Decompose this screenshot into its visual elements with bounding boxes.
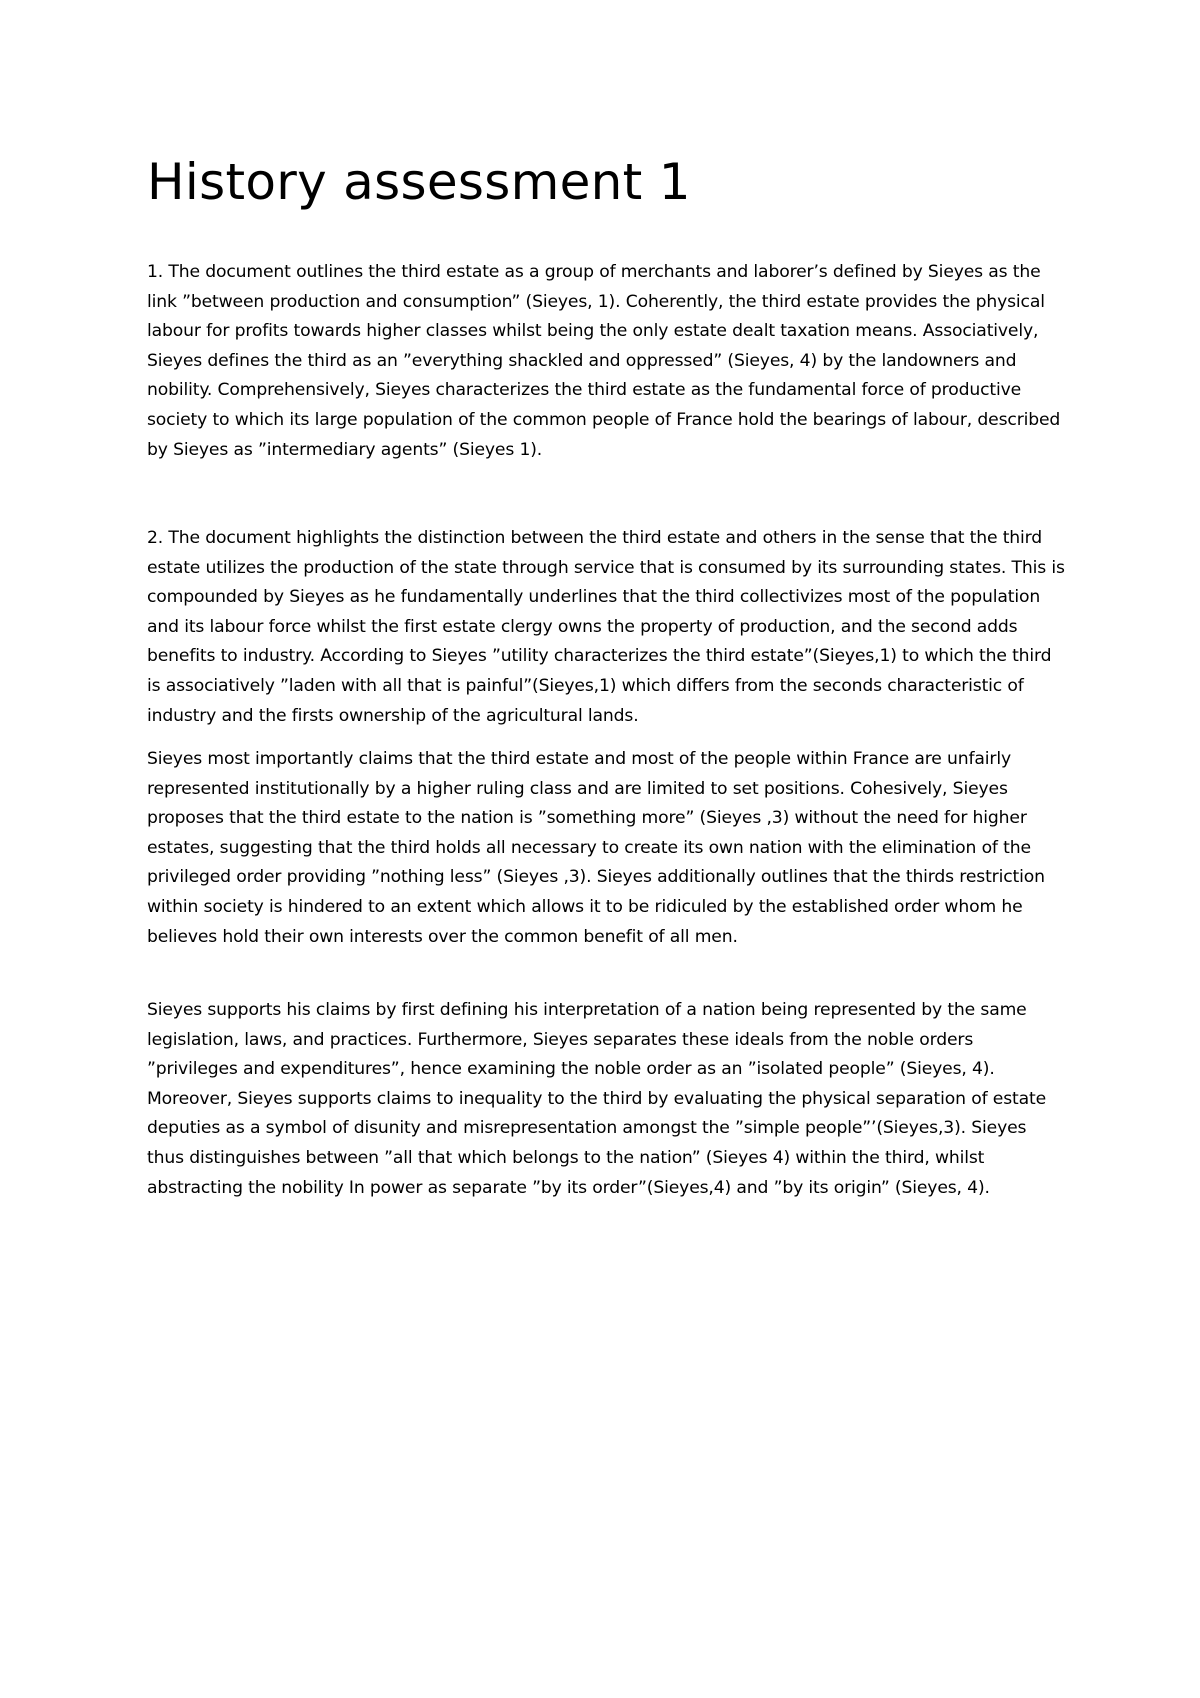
document-title: History assessment 1 — [147, 153, 691, 211]
paragraph-claims: Sieyes most importantly claims that the third estate and most of the people within France are unfairly represented institutionally by a higher ruling class and are limited to set positions. Cohesively, Sieyes proposes that the third estate to the nation is ”something more” (Sieyes ,3) without the need for higher estates, suggesting that the third holds all necessary to create its own nation with the elimination of the privileged order providing ”nothing less” (Sieyes ,3). Sieyes additionally outlines that the thirds restriction within society is hindered to an extent which allows it to be ridiculed by the established order whom he believes hold their own interests over the common benefit of all men. — [147, 749, 1045, 947]
paragraph-answer-1: 1. The document outlines the third estate as a group of merchants and laborer’s defined by Sieyes as the link ”between production and consumption” (Sieyes, 1). Coherently, the third estate provides the physical labour for profits towards higher classes whilst being the only estate dealt taxation means. Associatively, Sieyes defines the third as an ”everything shackled and oppressed” (Sieyes, 4) by the landowners and nobility. Comprehensively, Sieyes characterizes the third estate as the fundamental force of productive society to which its large population of the common people of France hold the bearings of labour, described by Sieyes as ”intermediary agents” (Sieyes 1). — [147, 262, 1061, 460]
paragraph-support: Sieyes supports his claims by first defining his interpretation of a nation being represented by the same legislation, laws, and practices. Furthermore, Sieyes separates these ideals from the noble orders ”privileges and expenditures”, hence examining the noble order as an ”isolated people” (Sieyes, 4). Moreover, Sieyes supports claims to inequality to the third by evaluating the physical separation of estate deputies as a symbol of disunity and misrepresentation amongst the ”simple people”’(Sieyes,3). Sieyes thus distinguishes between ”all that which belongs to the nation” (Sieyes 4) within the third, whilst abstracting the nobility In power as separate ”by its order”(Sieyes,4) and ”by its origin” (Sieyes, 4). — [147, 1000, 1046, 1198]
paragraph-answer-2: 2. The document highlights the distinction between the third estate and others in the sense that the third estate utilizes the production of the state through service that is consumed by its surrounding states. This is compounded by Sieyes as he fundamentally underlines that the third collectivizes most of the population and its labour force whilst the first estate clergy owns the property of production, and the second adds benefits to industry. According to Sieyes ”utility characterizes the third estate”(Sieyes,1) to which the third is associatively ”laden with all that is painful”(Sieyes,1) which differs from the seconds characteristic of industry and the firsts ownership of the agricultural lands. — [147, 528, 1065, 726]
